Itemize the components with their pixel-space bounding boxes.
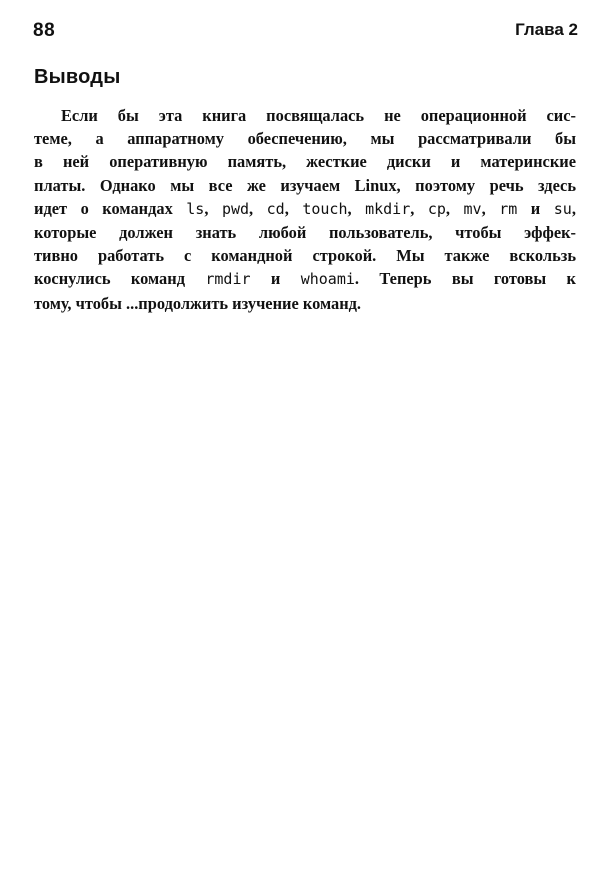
page-number: 88	[33, 20, 56, 41]
text-fragment: идет о командах	[34, 198, 173, 218]
command-touch: touch	[302, 199, 348, 218]
text-line-9: тому, чтобы ...продолжить изучение команд.	[34, 293, 362, 313]
text-line-8	[34, 267, 576, 291]
text-line-4: платы. Однако мы все же изучаем Linux, поэтому речь здесь	[34, 175, 576, 195]
text-line-5: идет о командах ls, pwd, cd, touch, mkdir, cp, mv, rm и su,	[34, 198, 576, 218]
text-fragment: коснулись команд	[34, 269, 185, 289]
section-heading: Выводы	[34, 66, 121, 88]
text-line-1: Если бы эта книга посвящалась не операционной сис-	[61, 106, 576, 125]
text-line-6: которые должен знать любой пользователь, чтобы эффек-	[34, 223, 576, 243]
text-line-3: в ней оперативную память, жесткие диски и материнские	[34, 152, 576, 172]
command-ls: ls	[186, 199, 205, 218]
text-fragment: . Теперь вы готовы к	[354, 269, 576, 289]
command-mkdir: mkdir	[365, 199, 411, 218]
command-whoami: whoami	[300, 270, 355, 289]
summary-paragraph	[34, 104, 576, 315]
command-su: su	[553, 199, 572, 218]
command-rm: rm	[499, 199, 518, 218]
command-mv: mv	[463, 199, 482, 218]
command-pwd: pwd	[221, 199, 250, 218]
running-head	[33, 20, 578, 44]
command-rmdir: rmdir	[205, 270, 251, 289]
chapter-label: Глава 2	[515, 20, 578, 39]
command-cd: cd	[266, 199, 285, 218]
text-fragment: и	[270, 269, 281, 289]
text-fragment: и	[530, 198, 541, 218]
text-line-7: тивно работать с командной строкой. Мы также вскользь	[34, 246, 576, 266]
command-cp: cp	[427, 199, 446, 218]
text-line-2: теме, а аппаратному обеспечению, мы рассматривали бы	[34, 129, 576, 149]
